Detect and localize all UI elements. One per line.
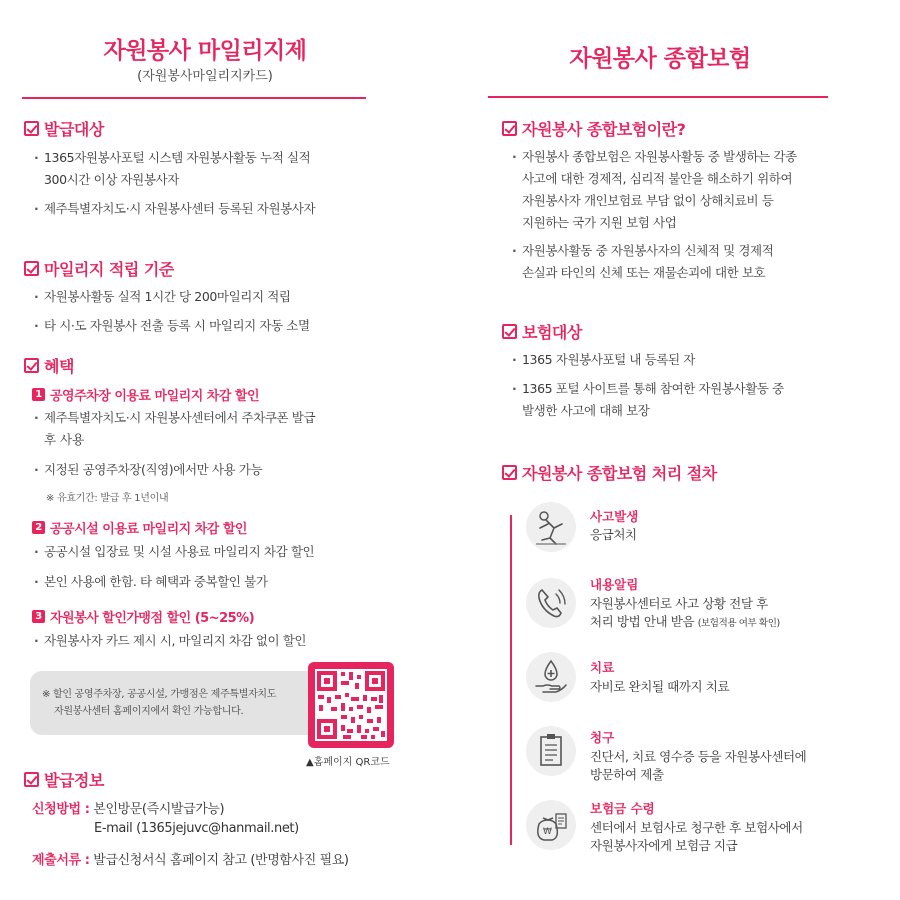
- benefits-heading-text: 혜택: [44, 357, 74, 376]
- benefit-3-heading: [32, 607, 254, 626]
- step-1-title: 사고발생: [590, 509, 639, 524]
- qr-caption: ▲홈페이지 QR코드: [306, 757, 390, 768]
- step-5-title: 보험금 수령: [590, 801, 655, 816]
- right-divider: [488, 96, 828, 98]
- right-title: 자원봉사 종합보험: [569, 46, 751, 72]
- list-item-continued: 지원하는 국가 지원 보험 사업: [522, 215, 677, 230]
- insurance-what-heading-text: 자원봉사 종합보험이란?: [522, 120, 686, 139]
- list-item: · 자원봉사자 카드 제시 시, 마일리지 차감 없이 할인: [32, 630, 306, 652]
- insurance-what-heading: [502, 117, 685, 140]
- money-bag-icon: [526, 800, 576, 850]
- list-item-continued: 후 사용: [44, 432, 85, 447]
- notice-box: [30, 671, 320, 735]
- timeline-line: [510, 515, 512, 845]
- list-item: · 제주특별자치도·시 자원봉사센터 등록된 자원봉사자: [32, 198, 315, 220]
- required-docs-label: 제출서류 :: [32, 853, 90, 868]
- issue-info-heading-text: 발급정보: [44, 771, 104, 790]
- step-3-desc: 자비로 완치될 때까지 치료: [590, 679, 730, 694]
- notice-line: 자원봉사센터 홈페이지에서 확인 가능합니다.: [54, 706, 244, 717]
- list-item: · 1365 포털 사이트를 통해 참여한 자원봉사활동 중: [510, 378, 784, 400]
- issue-target-heading: [24, 117, 104, 140]
- step-2-desc-1: 자원봉사센터로 사고 상황 전달 후: [590, 596, 768, 611]
- required-docs-value: 발급신청서식 홈페이지 참고 (반명함사진 필요): [93, 853, 349, 868]
- number-badge: 2: [32, 521, 45, 534]
- benefit-1-title: 공영주차장 이용료 마일리지 차감 할인: [50, 389, 260, 404]
- notice-text: [42, 686, 276, 720]
- benefits-heading: [24, 354, 74, 377]
- left-divider: [22, 97, 366, 99]
- svg-text:₩: ₩: [543, 827, 552, 837]
- benefit-2-heading: [32, 518, 247, 537]
- list-item: · 본인 사용에 한함. 타 혜택과 중복할인 불가: [32, 571, 268, 593]
- required-docs: [32, 849, 349, 868]
- falling-person-icon: [526, 502, 576, 552]
- benefit-2-title: 공공시설 이용료 마일리지 차감 할인: [50, 522, 247, 537]
- step-5-desc-1: 센터에서 보험사로 청구한 후 보험사에서: [590, 820, 803, 835]
- phone-icon: [526, 578, 576, 628]
- list-item-continued: 자원봉사자 개인보험료 부담 없이 상해치료비 등: [522, 193, 774, 208]
- checkbox-icon: [24, 261, 39, 276]
- qr-code-icon: [315, 669, 387, 741]
- left-title: 자원봉사 마일리지제: [103, 38, 307, 64]
- step-4-desc-1: 진단서, 치료 영수증 등을 자원봉사센터에: [590, 749, 807, 764]
- benefit-3-title: 자원봉사 할인가맹점 할인 (5~25%): [50, 611, 255, 626]
- list-item: · 자원봉사 종합보험은 자원봉사활동 중 발생하는 각종: [510, 146, 797, 168]
- number-badge: 3: [32, 610, 45, 623]
- list-item: · 제주특별자치도·시 자원봉사센터에서 주차쿠폰 발급: [32, 407, 315, 429]
- step-5-desc-2: 자원봉사자에게 보험금 지급: [590, 838, 738, 853]
- apply-method-value: 본인방문(즉시발급가능): [93, 802, 225, 817]
- notice-line: ※ 할인 공영주차장, 공공시설, 가맹점은 제주특별자치도: [42, 689, 277, 700]
- list-item-continued: 발생한 사고에 대해 보장: [522, 403, 650, 418]
- medical-hand-icon: [526, 652, 576, 702]
- email-contact[interactable]: E-mail (1365jejuvc@hanmail.net): [94, 821, 299, 836]
- validity-note: ※ 유효기간: 발급 후 1년이내: [46, 493, 169, 504]
- checkbox-icon: [24, 772, 39, 787]
- checkbox-icon: [502, 465, 517, 480]
- left-subtitle: (자원봉사마일리지카드): [137, 69, 273, 84]
- checkbox-icon: [502, 324, 517, 339]
- apply-method-label: 신청방법 :: [32, 802, 90, 817]
- list-item: · 자원봉사활동 중 자원봉사자의 신체적 및 경제적: [510, 240, 773, 262]
- step-2-title: 내용알림: [590, 577, 639, 592]
- insurance-target-heading: [502, 320, 582, 343]
- checkbox-icon: [24, 358, 39, 373]
- step-4-desc-2: 방문하여 제출: [590, 767, 664, 782]
- step-2-desc-note: (보험적용 여부 확인): [697, 618, 780, 629]
- procedure-heading: [502, 461, 717, 484]
- issue-info-heading: [24, 768, 104, 791]
- mileage-heading-text: 마일리지 적립 기준: [44, 260, 174, 279]
- step-2-desc-2: [590, 612, 780, 633]
- benefit-1-heading: [32, 385, 259, 404]
- step-3-title: 치료: [590, 660, 615, 675]
- step-2-desc-2-text: 처리 방법 안내 받음: [590, 614, 695, 629]
- list-item-continued: 300시간 이상 자원봉사자: [44, 172, 179, 187]
- qr-code-frame[interactable]: [308, 662, 394, 748]
- list-item: · 1365 자원봉사포털 내 등록된 자: [510, 349, 695, 371]
- list-item: · 타 시·도 자원봉사 전출 등록 시 마일리지 자동 소멸: [32, 315, 310, 337]
- list-item: · 공공시설 입장료 및 시설 사용료 마일리지 차감 할인: [32, 541, 314, 563]
- list-item: · 자원봉사활동 실적 1시간 당 200마일리지 적립: [32, 286, 291, 308]
- mileage-heading: [24, 257, 174, 280]
- list-item: · 지정된 공영주차장(직영)에서만 사용 가능: [32, 459, 262, 481]
- apply-method: [32, 798, 224, 817]
- checkbox-icon: [502, 121, 517, 136]
- step-1-desc: 응급처치: [590, 527, 637, 542]
- number-badge: 1: [32, 388, 45, 401]
- clipboard-icon: [526, 726, 576, 776]
- procedure-heading-text: 자원봉사 종합보험 처리 절차: [522, 464, 717, 483]
- insurance-target-heading-text: 보험대상: [522, 323, 582, 342]
- list-item-continued: 손실과 타인의 신체 또는 재물손괴에 대한 보호: [522, 265, 766, 280]
- list-item-continued: 사고에 대한 경제적, 심리적 불안을 해소하기 위하여: [522, 171, 793, 186]
- checkbox-icon: [24, 121, 39, 136]
- list-item: · 1365자원봉사포털 시스템 자원봉사활동 누적 실적: [32, 147, 310, 169]
- issue-target-heading-text: 발급대상: [44, 120, 104, 139]
- step-4-title: 청구: [590, 730, 615, 745]
